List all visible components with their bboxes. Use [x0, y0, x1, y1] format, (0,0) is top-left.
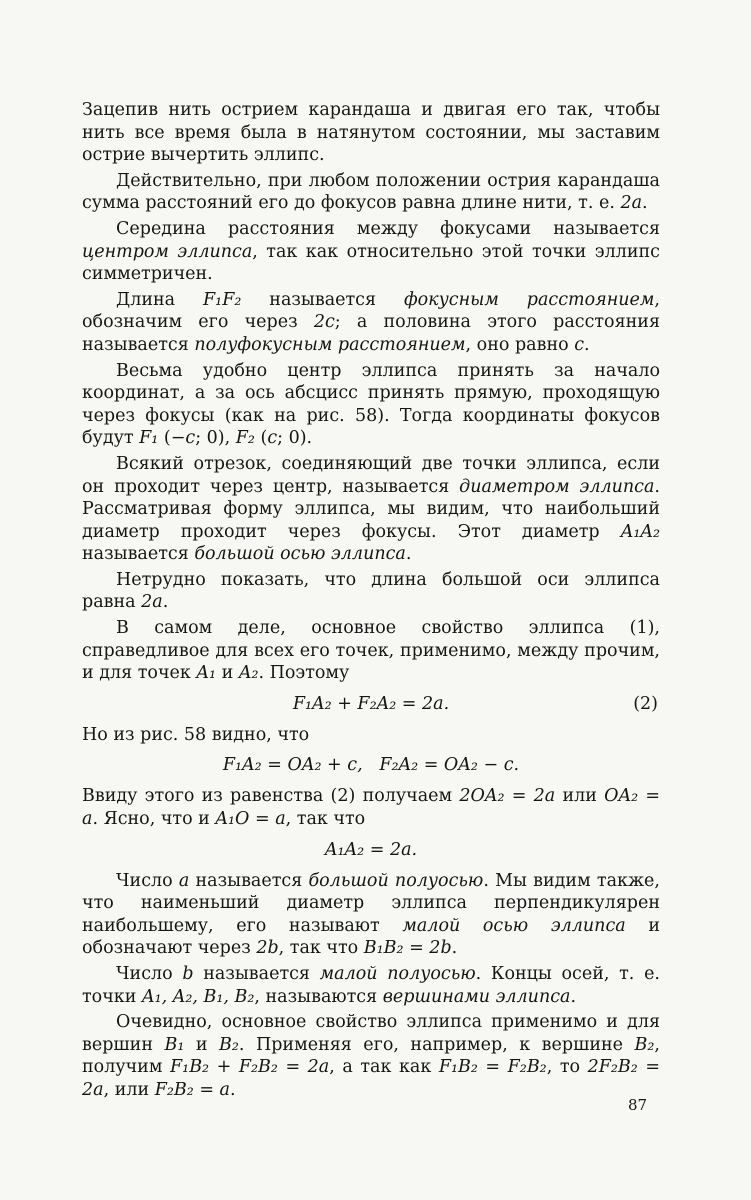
text-run: , а так как [329, 1057, 439, 1078]
text-run: . [451, 938, 458, 959]
text-run: Весьма удобно центр эллипса принять за начало координат, а за ось абсцисс принять прямую, проходящую через фокусы (как на рис. 58). Тогда координаты фокусов будут [82, 360, 660, 449]
text-run: . Концы осей, т. е. точки [82, 964, 660, 1007]
italic-text: B₁ [164, 1034, 185, 1055]
paragraph [82, 724, 660, 747]
italic-text: 2OA₂ = 2a [459, 786, 556, 807]
text-run: и обозначают через [82, 915, 660, 959]
italic-text: 2b [256, 938, 279, 959]
text-run: . Ясно, что и [92, 809, 216, 830]
paragraph [82, 785, 660, 830]
paragraph [82, 963, 660, 1008]
equation-number: (2) [633, 693, 658, 714]
text-run: или [555, 786, 605, 807]
paragraph [82, 870, 660, 960]
italic-text: малой осью эллипса [402, 915, 626, 936]
paragraph [82, 218, 660, 286]
text-run: . [229, 1079, 236, 1100]
italic-text: малой полуосью [319, 964, 476, 984]
text-run: Нетрудно показать, что длина большой оси эллипса равна [82, 569, 660, 613]
italic-text: F₂ [235, 428, 255, 449]
text-run: и [184, 1034, 220, 1055]
text-run: Очевидно, основное свойство эллипса применимо и для вершин [82, 1012, 660, 1055]
text-run: Число [116, 964, 183, 984]
text-run: ; а половина этого расстояния называется [82, 312, 660, 355]
italic-text: B₂ [219, 1034, 239, 1055]
italic-text: фокусным расстоянием [403, 289, 655, 310]
paragraph [82, 617, 660, 685]
text-run: Длина [116, 289, 204, 310]
text-run: называется [241, 289, 404, 310]
text-run: . [405, 544, 412, 565]
paragraph [82, 289, 660, 357]
text-run: . Применяя его, например, к вершине [238, 1034, 635, 1055]
italic-text: A₁A₂ [620, 521, 660, 542]
italic-text: A₂ [238, 663, 259, 684]
text-run: Ввиду этого из равенства (2) получаем [82, 786, 460, 807]
italic-text: A₁ [196, 663, 217, 684]
text-run: Середина расстояния между фокусами называется [116, 218, 660, 239]
italic-text: A₁O = a [215, 809, 286, 830]
text-run: , так как относительно этой точки эллипс симметричен. [82, 241, 660, 285]
italic-text: диаметром эллипса [459, 476, 655, 497]
text-run: В самом деле, основное свойство эллипса (1), справедливое для всех его точек, применимо, между прочим, и для точек [82, 618, 660, 684]
text-run: . Поэтому [258, 663, 350, 684]
equation [82, 838, 660, 862]
italic-text: B₂ [634, 1034, 655, 1055]
italic-text: b [182, 964, 194, 984]
italic-text: a [178, 870, 190, 891]
text-run: ( [254, 428, 268, 449]
italic-text: F₁ [139, 428, 159, 449]
text-run: , обозначим его через [82, 289, 660, 333]
italic-text: c [574, 334, 585, 355]
equation-text: F₁A₂ + F₂A₂ = 2a. [292, 693, 450, 714]
text-run: Зацепив нить острием карандаша и двигая его так, чтобы нить все время была в натянутом состоянии, мы заставим острие вычертить эллипс. [82, 100, 660, 166]
equation [82, 753, 660, 777]
italic-text: 2a [620, 193, 643, 214]
text-run: , так что [285, 809, 366, 830]
italic-text: c [267, 428, 278, 449]
italic-text: A₁, A₂, B₁, B₂ [141, 986, 255, 1007]
page-text [82, 99, 660, 1105]
paragraph [82, 1011, 660, 1101]
text-run: Всякий отрезок, соединяющий две точки эллипса, если он проходит через центр, называется [82, 453, 660, 497]
paragraph [82, 569, 660, 614]
italic-text: B₁B₂ = 2b [363, 938, 452, 959]
text-run: Число [116, 870, 179, 891]
text-run: , получим [82, 1034, 660, 1078]
italic-text: 2c [313, 312, 335, 333]
text-run: , или [103, 1079, 155, 1100]
italic-text: полуфокусным расстоянием [194, 334, 466, 355]
text-run: ; 0), [195, 428, 236, 449]
text-run: называется [193, 964, 320, 984]
text-run: , так что [278, 938, 364, 959]
equation-2 [82, 692, 660, 716]
italic-text: вершинами эллипса [382, 986, 571, 1007]
text-run: . [642, 193, 648, 214]
paragraph [82, 360, 660, 450]
text-run: (− [158, 428, 186, 449]
italic-text: центром эллипса [82, 241, 253, 262]
text-run: , то [546, 1057, 588, 1078]
italic-text: F₁B₂ = F₂B₂ [438, 1057, 547, 1078]
text-run: . Мы видим также, что наименьший диаметр эллипса перпендикулярен наибольшему, его называют [82, 870, 660, 936]
italic-text: 2a [141, 592, 163, 613]
text-run: Но из рис. 58 видно, что [82, 724, 310, 745]
equation-text: F₁A₂ = OA₂ + c, F₂A₂ = OA₂ − c. [222, 755, 520, 776]
text-run: . [584, 334, 590, 355]
italic-text: большой полуосью [308, 870, 484, 891]
text-run: называется [82, 544, 195, 565]
text-run: и [216, 663, 239, 684]
italic-text: F₁F₂ [203, 289, 242, 310]
text-run: , называются [254, 986, 383, 1007]
italic-text: F₁B₂ + F₂B₂ = 2a [170, 1057, 330, 1078]
italic-text: OA₂ = a [82, 786, 661, 830]
text-run: ; 0). [277, 428, 313, 449]
paragraph [82, 170, 660, 215]
text-run: называется [189, 870, 309, 891]
italic-text: 2F₂B₂ = 2a [82, 1057, 661, 1100]
text-run: . [570, 986, 577, 1007]
page-number: 87 [628, 1096, 648, 1114]
italic-text: F₂B₂ = a [154, 1079, 230, 1100]
paragraph [82, 99, 660, 167]
text-run: Действительно, при любом положении острия карандаша сумма расстояний его до фокусов равна длине нити, т. е. [82, 170, 660, 214]
italic-text: c [185, 428, 196, 449]
text-run: . Рассматривая форму эллипса, мы видим, что наибольший диаметр проходит через фокусы. Этот диаметр [82, 476, 660, 542]
text-run: . [162, 592, 169, 613]
text-run: , оно равно [465, 334, 575, 355]
equation-text: A₁A₂ = 2a. [324, 839, 418, 860]
italic-text: большой осью эллипса [194, 544, 406, 565]
paragraph [82, 453, 660, 566]
